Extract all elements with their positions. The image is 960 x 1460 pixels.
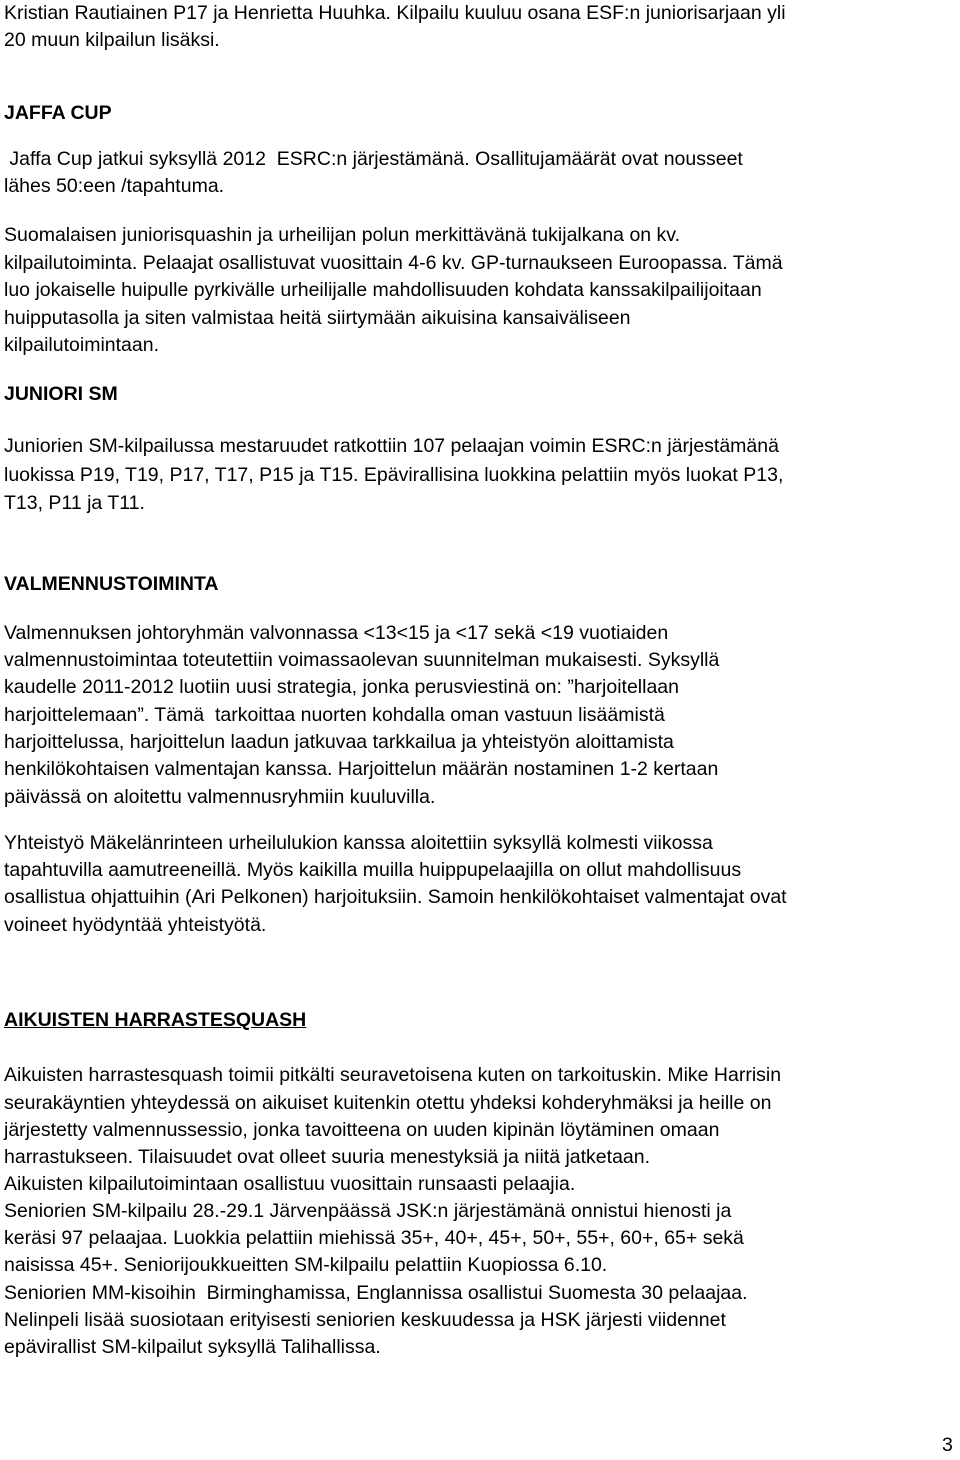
paragraph-line: Seniorien SM-kilpailu 28.-29.1 Järvenpäässä JSK:n järjestämänä onnistui hienosti ja [4, 1200, 732, 1222]
paragraph-line: Kristian Rautiainen P17 ja Henrietta Huuhka. Kilpailu kuuluu osana ESF:n juniorisarjaan yli [4, 2, 786, 24]
paragraph-line: päivässä on aloitettu valmennusryhmiin kuuluvilla. [4, 786, 436, 808]
paragraph-line: luo jokaiselle huipulle pyrkivälle urheilijalle mahdollisuuden kohdata kanssakilpailijoitaan [4, 279, 762, 301]
paragraph-line: lähes 50:een /tapahtuma. [4, 175, 225, 197]
paragraph-line: Yhteistyö Mäkelänrinteen urheilulukion kanssa aloitettiin syksyllä kolmesti viikossa [4, 832, 713, 854]
paragraph-line: kilpailutoiminta. Pelaajat osallistuvat vuosittain 4-6 kv. GP-turnaukseen Euroopassa. Tämä [4, 252, 783, 274]
paragraph-line: henkilökohtaisen valmentajan kanssa. Harjoittelun määrän nostaminen 1-2 kertaan [4, 758, 719, 780]
paragraph-line: keräsi 97 pelaajaa. Luokkia pelattiin miehissä 35+, 40+, 45+, 50+, 55+, 60+, 65+ sekä [4, 1227, 744, 1249]
paragraph-line: harjoittelussa, harjoittelun laadun jatkuvaa tarkkailua ja yhteistyön aloittamista [4, 731, 674, 753]
paragraph-line: osallistua ohjattuihin (Ari Pelkonen) harjoituksiin. Samoin henkilökohtaiset valmentajat ovat [4, 886, 787, 908]
paragraph-line: kaudelle 2011-2012 luotiin uusi strategia, jonka perusviestinä on: ”harjoitellaan [4, 676, 679, 698]
paragraph-line: epävirallist SM-kilpailut syksyllä Talihallissa. [4, 1336, 381, 1358]
paragraph-line: 20 muun kilpailun lisäksi. [4, 29, 220, 51]
paragraph-line: valmennustoimintaa toteutettiin voimassaolevan suunnitelman mukaisesti. Syksyllä [4, 649, 720, 671]
paragraph-line: Suomalaisen juniorisquashin ja urheilijan polun merkittävänä tukijalkana on kv. [4, 224, 681, 246]
paragraph-line: Jaffa Cup jatkui syksyllä 2012 ESRC:n järjestämänä. Osallitujamäärät ovat nousseet [4, 148, 743, 170]
paragraph-line: huipputasolla ja siten valmistaa heitä siirtymään aikuisina kansaiväliseen [4, 307, 631, 329]
section-heading-aikuisten-harrastesquash: AIKUISTEN HARRASTESQUASH [4, 1009, 307, 1031]
paragraph-line: harrastukseen. Tilaisuudet ovat olleet suuria menestyksiä ja niitä jatketaan. [4, 1146, 651, 1168]
section-heading-jaffa-cup: JAFFA CUP [4, 102, 112, 124]
paragraph-line: Juniorien SM-kilpailussa mestaruudet ratkottiin 107 pelaajan voimin ESRC:n järjestämänä [4, 435, 779, 457]
paragraph-line: harjoittelemaan”. Tämä tarkoittaa nuorten kohdalla oman vastuun lisäämistä [4, 704, 665, 726]
paragraph-line: seurakäyntien yhteydessä on aikuiset kuitenkin otettu yhdeksi kohderyhmäksi ja heille on [4, 1092, 772, 1114]
page-number: 3 [942, 1434, 953, 1456]
paragraph-line: tapahtuvilla aamutreeneillä. Myös kaikilla muilla huippupelaajilla on ollut mahdollisuus [4, 859, 742, 881]
paragraph-line: Nelinpeli lisää suosiotaan erityisesti seniorien keskuudessa ja HSK järjesti viidennet [4, 1309, 726, 1331]
paragraph-line: Aikuisten kilpailutoimintaan osallistuu vuosittain runsaasti pelaajia. [4, 1173, 576, 1195]
paragraph-line: Aikuisten harrastesquash toimii pitkälti seuravetoisena kuten on tarkoituskin. Mike Harrisin [4, 1064, 782, 1086]
paragraph-line: Valmennuksen johtoryhmän valvonnassa <13<15 ja <17 sekä <19 vuotiaiden [4, 622, 669, 644]
section-heading-juniori-sm: JUNIORI SM [4, 383, 118, 405]
paragraph-line: voineet hyödyntää yhteistyötä. [4, 914, 267, 936]
paragraph-line: kilpailutoimintaan. [4, 334, 160, 356]
paragraph-line: luokissa P19, T19, P17, T17, P15 ja T15. Epävirallisina luokkina pelattiin myös luokat P13, [4, 464, 784, 486]
paragraph-line: Seniorien MM-kisoihin Birminghamissa, Englannissa osallistui Suomesta 30 pelaajaa. [4, 1282, 748, 1304]
paragraph-line: järjestetty valmennussessio, jonka tavoitteena on uuden kipinän löytäminen omaan [4, 1119, 720, 1141]
paragraph-line: T13, P11 ja T11. [4, 492, 145, 514]
paragraph-line: naisissa 45+. Seniorijoukkueitten SM-kilpailu pelattiin Kuopiossa 6.10. [4, 1254, 608, 1276]
section-heading-valmennustoiminta: VALMENNUSTOIMINTA [4, 573, 219, 595]
